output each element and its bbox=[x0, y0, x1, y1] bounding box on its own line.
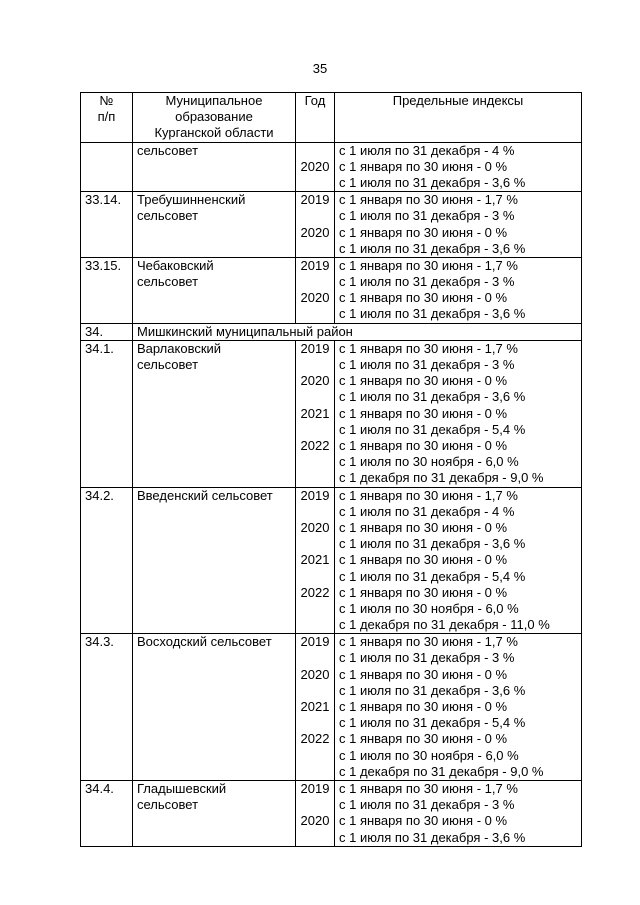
index-line: с 1 января по 30 июня - 1,7 % bbox=[339, 257, 518, 273]
table-header-row bbox=[81, 93, 582, 143]
municipality-name: Восходский сельсовет bbox=[133, 634, 296, 781]
year-value bbox=[296, 454, 334, 470]
index-line: с 1 июля по 31 декабря - 3 % bbox=[339, 274, 515, 290]
index-line: с 1 января по 30 июня - 0 % bbox=[339, 813, 508, 829]
index-line: с 1 января по 30 июня - 0 % bbox=[339, 438, 508, 453]
indices-cell bbox=[335, 340, 582, 487]
index-line: с 1 июля по 31 декабря - 4 % bbox=[339, 503, 515, 519]
index-line: с 1 января по 30 июня - 0 % bbox=[339, 699, 508, 714]
year-value: 2020 bbox=[300, 224, 330, 240]
row-number: 34.2. bbox=[81, 487, 133, 634]
index-line: с 1 января по 30 июня - 1,7 % bbox=[339, 780, 518, 796]
year-value bbox=[296, 748, 334, 764]
indices-cell bbox=[335, 487, 582, 634]
year-value bbox=[296, 470, 334, 486]
indices-cell bbox=[335, 634, 582, 781]
table-row bbox=[81, 780, 582, 846]
table-row bbox=[81, 487, 582, 634]
year-value bbox=[296, 536, 334, 552]
year-value bbox=[296, 422, 334, 438]
index-line: с 1 января по 30 июня - 1,7 % bbox=[339, 192, 518, 208]
index-line: с 1 июля по 31 декабря - 4 % bbox=[339, 142, 515, 158]
municipality-name: Введенский сельсовет bbox=[133, 487, 296, 634]
header-municipality: Муниципальное образование Курганской области bbox=[133, 93, 296, 143]
district-row bbox=[81, 323, 582, 340]
index-line: с 1 июля по 31 декабря - 3 % bbox=[339, 357, 515, 373]
index-line: с 1 января по 30 июня - 0 % bbox=[339, 405, 508, 421]
year-value bbox=[296, 175, 334, 191]
index-line: с 1 июля по 31 декабря - 3,6 % bbox=[339, 682, 526, 698]
row-number bbox=[81, 142, 133, 192]
year-value bbox=[296, 357, 334, 373]
index-line: с 1 января по 30 июня - 1,7 % bbox=[339, 634, 518, 650]
indices-cell bbox=[335, 257, 582, 323]
index-line: с 1 января по 30 июня - 0 % bbox=[339, 158, 508, 174]
index-line: с 1 января по 30 июня - 0 % bbox=[339, 552, 508, 568]
table-row bbox=[81, 142, 582, 192]
year-value bbox=[296, 650, 334, 666]
year-value: 2021 bbox=[300, 405, 330, 421]
indices-cell bbox=[335, 192, 582, 258]
row-number: 34. bbox=[81, 323, 133, 340]
year-value: 2022 bbox=[300, 584, 330, 600]
index-line: с 1 декабря по 31 декабря - 9,0 % bbox=[339, 763, 544, 779]
year-value: 2020 bbox=[300, 666, 330, 682]
index-line: с 1 января по 30 июня - 1,7 % bbox=[339, 340, 518, 356]
year-value: 2020 bbox=[300, 373, 330, 389]
index-line: с 1 января по 30 июня - 1,7 % bbox=[339, 487, 518, 503]
row-number: 34.1. bbox=[81, 340, 133, 487]
year-value: 2019 bbox=[300, 257, 330, 273]
index-line: с 1 июля по 31 декабря - 3,6 % bbox=[339, 174, 526, 190]
index-line: с 1 января по 30 июня - 0 % bbox=[339, 224, 508, 240]
year-value: 2019 bbox=[300, 340, 330, 356]
year-value: 2020 bbox=[300, 519, 330, 535]
index-line: с 1 декабря по 31 декабря - 11,0 % bbox=[339, 617, 550, 633]
index-line: с 1 января по 30 июня - 0 % bbox=[339, 373, 508, 389]
year-value: 2021 bbox=[300, 552, 330, 568]
municipality-name: Чебаковский сельсовет bbox=[133, 257, 296, 323]
index-line: с 1 июля по 31 декабря - 5,4 % bbox=[339, 421, 526, 437]
year-value: 2022 bbox=[300, 731, 330, 747]
indices-cell bbox=[335, 780, 582, 846]
index-line: с 1 июля по 30 ноября - 6,0 % bbox=[339, 600, 519, 616]
year-value bbox=[296, 830, 334, 846]
index-line: с 1 июля по 30 ноября - 6,0 % bbox=[339, 747, 519, 763]
index-line: с 1 января по 30 июня - 0 % bbox=[339, 731, 508, 747]
index-line: с 1 января по 30 июня - 0 % bbox=[339, 584, 508, 600]
year-value: 2020 bbox=[300, 290, 330, 306]
municipality-name: Требушинненский сельсовет bbox=[133, 192, 296, 258]
tariff-indices-table bbox=[80, 92, 582, 847]
year-cell bbox=[296, 487, 335, 634]
year-value bbox=[296, 389, 334, 405]
year-value: 2019 bbox=[300, 780, 330, 796]
year-value bbox=[296, 683, 334, 699]
year-value bbox=[296, 715, 334, 731]
table-row bbox=[81, 340, 582, 487]
table-row bbox=[81, 257, 582, 323]
year-value bbox=[296, 241, 334, 257]
row-number: 33.15. bbox=[81, 257, 133, 323]
municipality-name: Гладышевский сельсовет bbox=[133, 780, 296, 846]
index-line: с 1 июля по 31 декабря - 3 % bbox=[339, 208, 515, 224]
year-cell bbox=[296, 340, 335, 487]
year-value: 2021 bbox=[300, 699, 330, 714]
year-value bbox=[296, 764, 334, 780]
index-line: с 1 января по 30 июня - 0 % bbox=[339, 666, 508, 682]
year-value: 2019 bbox=[300, 487, 330, 503]
index-line: с 1 июля по 31 декабря - 5,4 % bbox=[339, 568, 526, 584]
year-value bbox=[296, 208, 334, 224]
year-value bbox=[296, 274, 334, 290]
index-line: с 1 июля по 31 декабря - 3 % bbox=[339, 797, 515, 813]
row-number: 33.14. bbox=[81, 192, 133, 258]
table-row bbox=[81, 192, 582, 258]
year-cell bbox=[296, 192, 335, 258]
row-number: 34.3. bbox=[81, 634, 133, 781]
indices-cell bbox=[335, 142, 582, 192]
header-number: № п/п bbox=[81, 93, 133, 143]
header-indices: Предельные индексы bbox=[335, 93, 582, 143]
year-cell bbox=[296, 780, 335, 846]
index-line: с 1 июля по 31 декабря - 3,6 % bbox=[339, 306, 526, 322]
index-line: с 1 июля по 31 декабря - 3,6 % bbox=[339, 536, 526, 552]
table-row bbox=[81, 634, 582, 781]
year-value bbox=[296, 143, 334, 159]
year-value: 2022 bbox=[300, 438, 330, 453]
municipality-name: сельсовет bbox=[133, 142, 296, 192]
index-line: с 1 июля по 31 декабря - 3,6 % bbox=[339, 240, 526, 256]
year-value bbox=[296, 306, 334, 322]
municipality-name: Варлаковский сельсовет bbox=[133, 340, 296, 487]
year-value: 2020 bbox=[300, 158, 330, 174]
index-line: с 1 января по 30 июня - 0 % bbox=[339, 519, 508, 535]
index-line: с 1 июля по 31 декабря - 3 % bbox=[339, 650, 515, 666]
page-number: 35 bbox=[312, 61, 328, 76]
year-value bbox=[296, 504, 334, 520]
year-value: 2019 bbox=[300, 192, 330, 208]
index-line: с 1 декабря по 31 декабря - 9,0 % bbox=[339, 470, 544, 486]
year-value: 2020 bbox=[300, 813, 330, 829]
year-cell bbox=[296, 142, 335, 192]
index-line: с 1 июля по 31 декабря - 3,6 % bbox=[339, 829, 526, 845]
year-value: 2019 bbox=[300, 634, 330, 650]
year-value bbox=[296, 601, 334, 617]
index-line: с 1 июля по 31 декабря - 3,6 % bbox=[339, 389, 526, 405]
row-number: 34.4. bbox=[81, 780, 133, 846]
year-value bbox=[296, 569, 334, 585]
header-year: Год bbox=[296, 93, 335, 143]
index-line: с 1 июля по 30 ноября - 6,0 % bbox=[339, 454, 519, 470]
year-cell bbox=[296, 634, 335, 781]
year-value bbox=[296, 797, 334, 813]
year-value bbox=[296, 617, 334, 633]
year-cell bbox=[296, 257, 335, 323]
district-name: Мишкинский муниципальный район bbox=[133, 323, 582, 340]
index-line: с 1 января по 30 июня - 0 % bbox=[339, 290, 508, 306]
index-line: с 1 июля по 31 декабря - 5,4 % bbox=[339, 715, 526, 731]
